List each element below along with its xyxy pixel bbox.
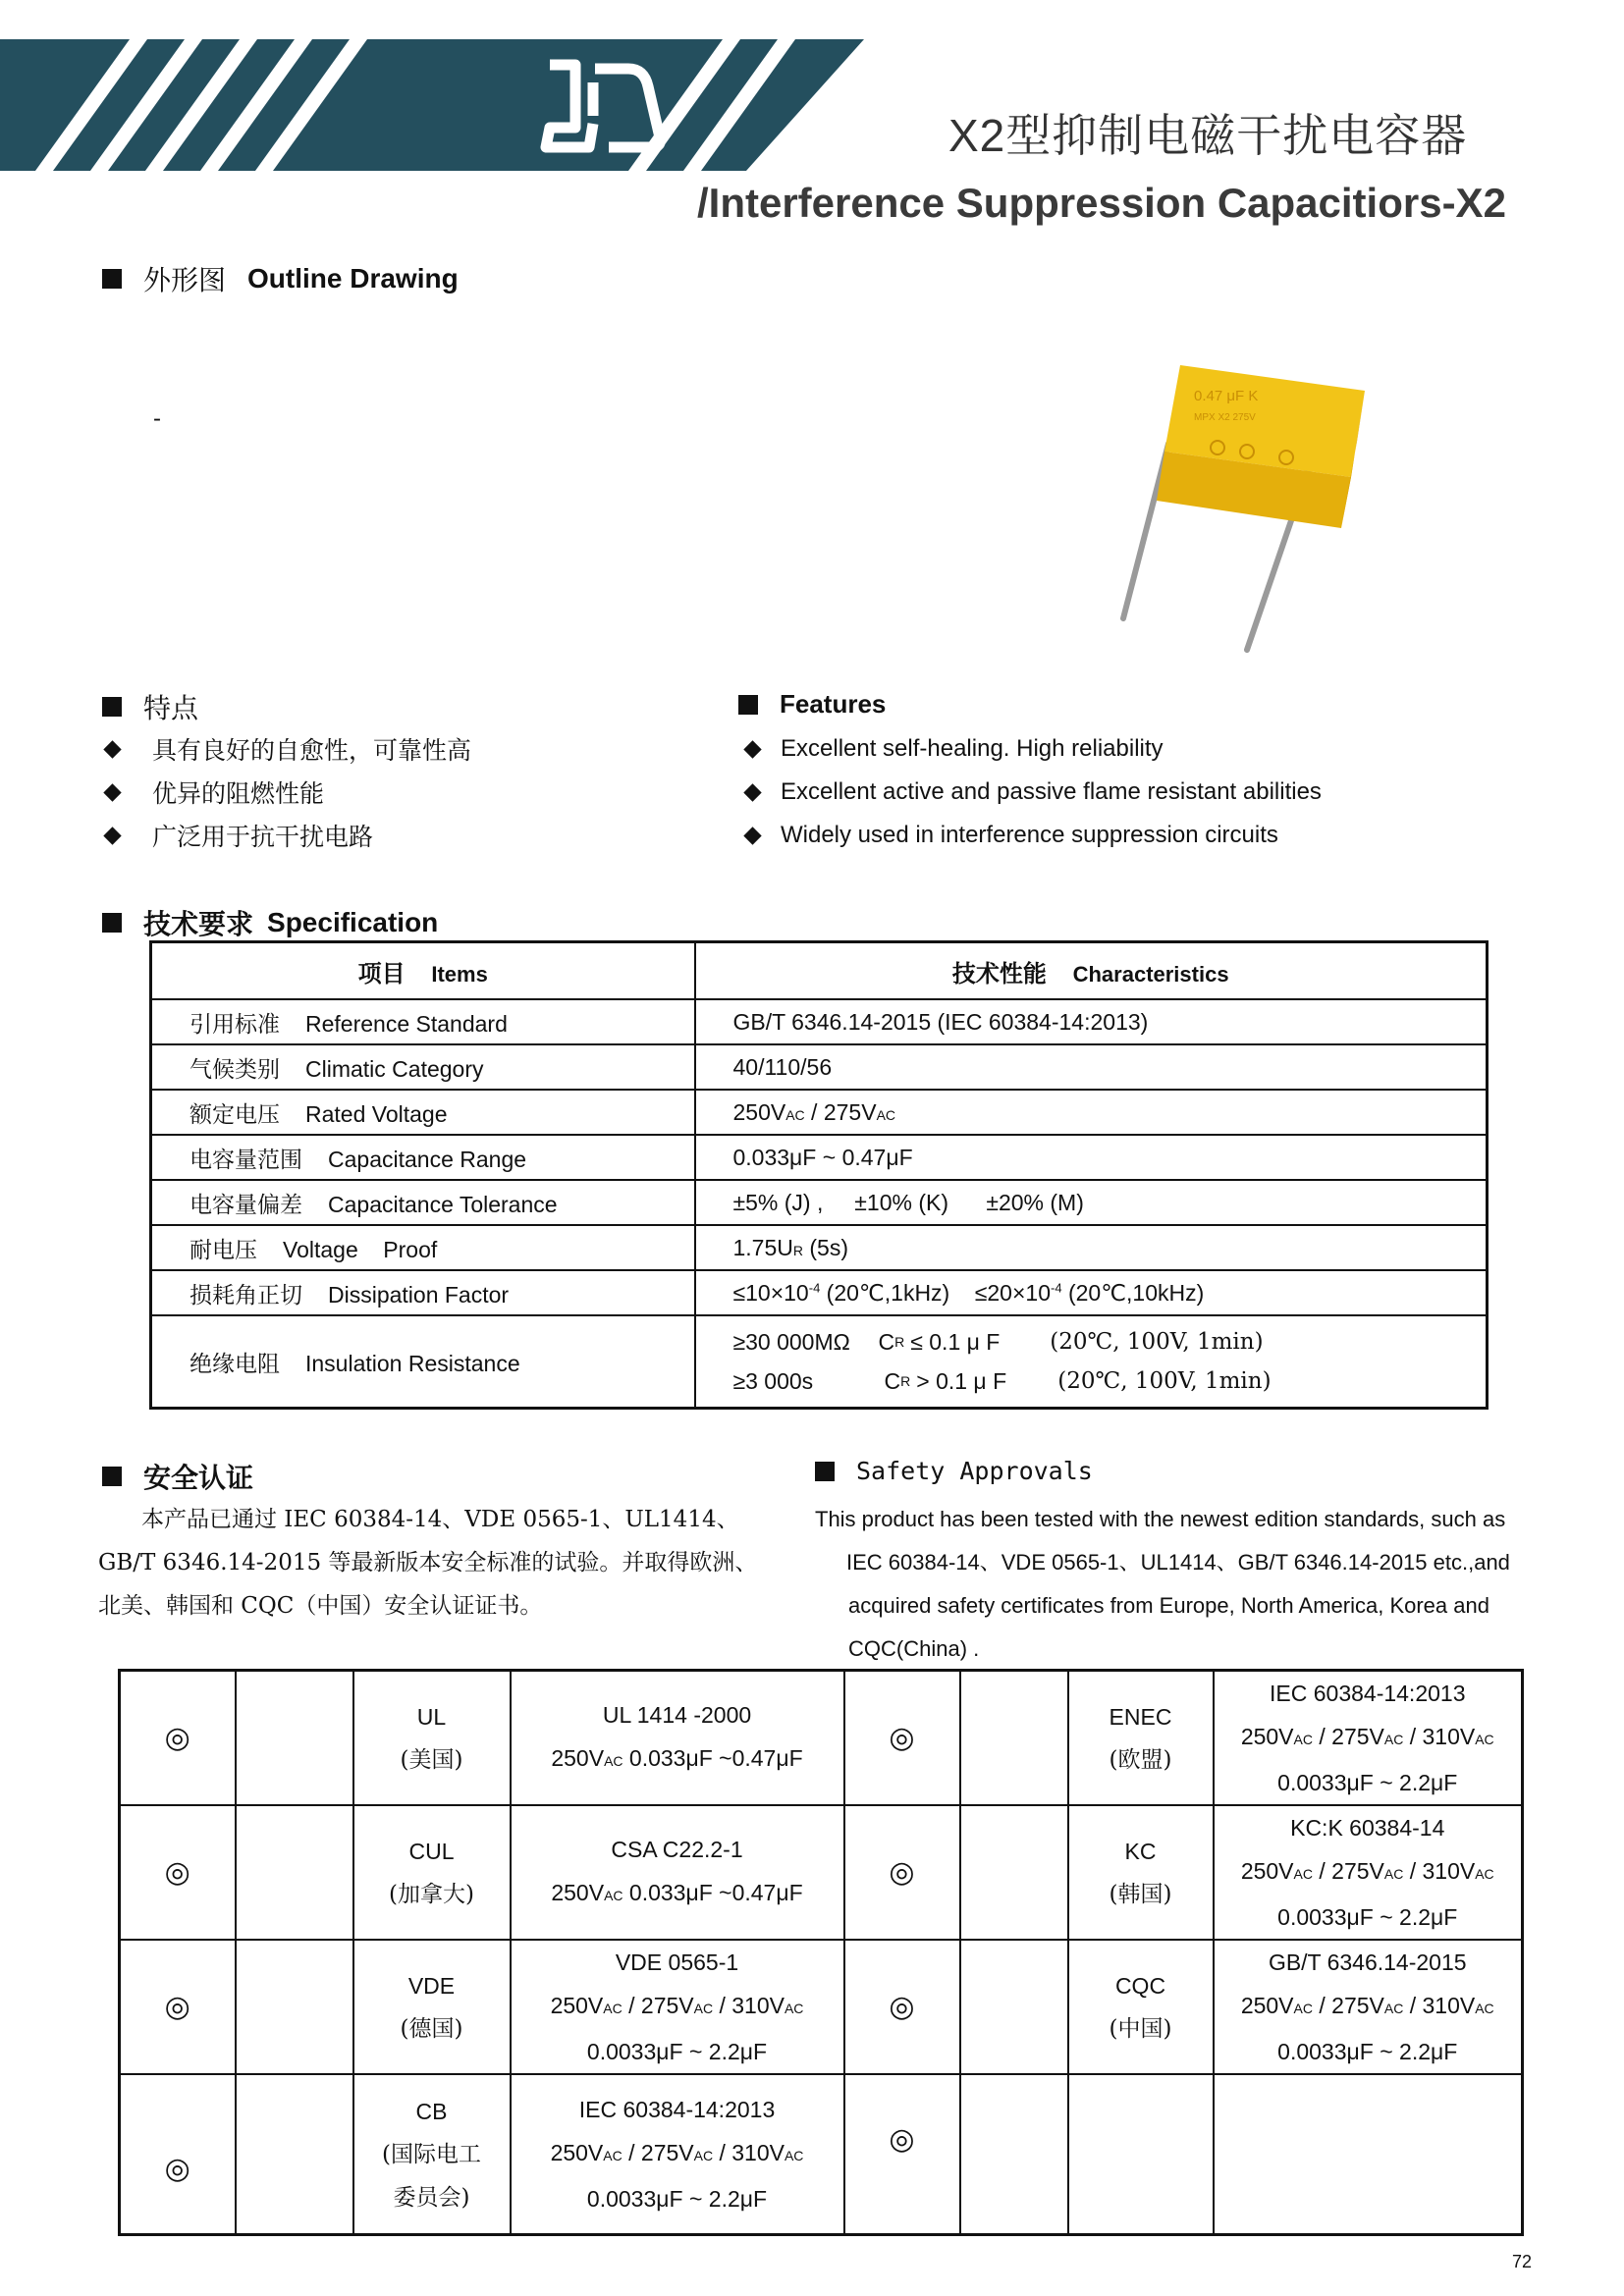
square-bullet-icon xyxy=(102,269,122,289)
features-cn-list xyxy=(102,727,471,857)
cert-spec-cell: UL 1414 -2000 250VAC 0.033μF ~0.47μF xyxy=(511,1671,844,1806)
page-number: 72 xyxy=(1512,2252,1533,2271)
cert-name-cell: CUL (加拿大) xyxy=(353,1805,511,1940)
page-title-en: /Interference Suppression Capacitiors-X2 xyxy=(697,180,1506,226)
cert-name-cell: CB (国际电工 委员会) xyxy=(353,2074,511,2235)
value-cell: 40/110/56 xyxy=(695,1044,1488,1090)
insulation-line-2: ≥3 000s C R > 0.1 μ F (20℃, 100V, 1min) xyxy=(732,1367,1272,1394)
approval-mark-icon: ◎ xyxy=(844,1671,960,1806)
table-row xyxy=(151,1135,1488,1180)
diamond-bullet-icon xyxy=(743,740,761,758)
value-cell: GB/T 6346.14-2015 (IEC 60384-14:2013) xyxy=(695,999,1488,1044)
yellow-box-capacitor-icon xyxy=(1100,355,1384,660)
cert-name-cell: CQC (中国) xyxy=(1068,1940,1214,2074)
cert-spec-cell: IEC 60384-14:2013 250VAC / 275VAC / 310VAC 0.0033μF ~ 2.2μF xyxy=(511,2074,844,2235)
spec-heading xyxy=(102,903,438,942)
insulation-line-1: ≥30 000MΩ C R ≤ 0.1 μ F (20℃, 100V, 1min) xyxy=(732,1328,1264,1355)
approval-mark-icon: ◎ xyxy=(120,1805,236,1940)
square-bullet-icon xyxy=(102,1467,122,1486)
safety-en-heading: Safety Approvals xyxy=(815,1457,1093,1485)
square-bullet-icon xyxy=(738,695,758,715)
cert-spec-cell: KC:K 60384-14 250VAC / 275VAC / 310VAC 0.0033μF ~ 2.2μF xyxy=(1214,1805,1523,1940)
cert-spec-cell: IEC 60384-14:2013 250VAC / 275VAC / 310VAC 0.0033μF ~ 2.2μF xyxy=(1214,1671,1523,1806)
item-cell: 损耗角正切 Dissipation Factor xyxy=(151,1270,695,1315)
table-row xyxy=(151,1180,1488,1225)
table-row xyxy=(151,1090,1488,1135)
diamond-bullet-icon xyxy=(103,740,121,758)
diamond-bullet-icon xyxy=(743,783,761,801)
cert-name-cell: KC (韩国) xyxy=(1068,1805,1214,1940)
features-en-list xyxy=(742,727,1322,857)
logo-cell xyxy=(960,2074,1068,2235)
list-item: 优异的阻燃性能 xyxy=(102,771,471,814)
cert-name-cell: UL (美国) xyxy=(353,1671,511,1806)
cert-spec-cell xyxy=(1214,2074,1523,2235)
value-cell: 250VAC / 275VAC xyxy=(695,1090,1488,1135)
logo-cell xyxy=(236,1940,353,2074)
table-row xyxy=(151,1044,1488,1090)
table-row xyxy=(151,1270,1488,1315)
value-cell: 1.75UR (5s) xyxy=(695,1225,1488,1270)
approval-mark-icon: ◎ xyxy=(844,1940,960,2074)
table-row xyxy=(120,2074,1523,2235)
logo-cell xyxy=(960,1805,1068,1940)
item-cell: 电容量偏差 Capacitance Tolerance xyxy=(151,1180,695,1225)
list-item: 广泛用于抗干扰电路 xyxy=(102,814,471,857)
square-bullet-icon xyxy=(102,697,122,717)
cert-spec-cell: GB/T 6346.14-2015 250VAC / 275VAC / 310VAC 0.0033μF ~ 2.2μF xyxy=(1214,1940,1523,2074)
table-header-row xyxy=(151,942,1488,1000)
page-title-cn: X2型抑制电磁干扰电容器 xyxy=(948,110,1468,161)
list-item: Excellent self-healing. High reliability xyxy=(742,727,1322,771)
list-item: 具有良好的自愈性，可靠性高 xyxy=(102,727,471,771)
approval-mark-icon: ◎ xyxy=(844,2074,960,2235)
approval-mark-icon: ◎ xyxy=(120,1671,236,1806)
item-cell: 电容量范围 Capacitance Range xyxy=(151,1135,695,1180)
svg-text:MPX X2 275V: MPX X2 275V xyxy=(1194,412,1256,423)
square-bullet-icon xyxy=(102,913,122,933)
outline-heading xyxy=(102,259,459,298)
spec-table xyxy=(149,940,1489,1410)
outline-heading-cn: 外形图 xyxy=(143,265,227,295)
value-cell: 0.033μF ~ 0.47μF xyxy=(695,1135,1488,1180)
table-row xyxy=(151,1315,1488,1409)
outline-heading-en: Outline Drawing xyxy=(247,263,459,294)
logo-cell xyxy=(236,2074,353,2235)
list-item: Excellent active and passive flame resistant abilities xyxy=(742,771,1322,814)
table-row xyxy=(151,999,1488,1044)
value-cell: ±5% (J) , ±10% (K) ±20% (M) xyxy=(695,1180,1488,1225)
table-row xyxy=(120,1805,1523,1940)
cert-spec-cell: CSA C22.2-1 250VAC 0.033μF ~0.47μF xyxy=(511,1805,844,1940)
safety-en-paragraph: This product has been tested with the newest edition standards, such as IEC 60384-14、VDE 0565-1、UL1414、GB/T 6346.14-2015 etc.,and acquired safety certificates from Europe, North America, Korea and CQC(China) . xyxy=(815,1507,1510,1661)
approval-mark-icon: ◎ xyxy=(120,2074,236,2235)
table-row xyxy=(120,1940,1523,2074)
safety-cn-paragraph: 本产品已通过 IEC 60384-14、VDE 0565-1、UL1414、 GB/T 6346.14-2015 等最新版本安全标准的试验。并取得欧洲、 北美、韩国和 CQC（中国）安全认证证书。 xyxy=(98,1507,758,1619)
diamond-bullet-icon xyxy=(103,783,121,801)
list-item: Widely used in interference suppression circuits xyxy=(742,814,1322,857)
spec-heading-cn: 技术要求 xyxy=(143,909,254,939)
features-en-heading-text: Features xyxy=(780,689,887,719)
svg-text:0.47 μF K: 0.47 μF K xyxy=(1194,388,1259,404)
item-cell: 耐电压 Voltage Proof xyxy=(151,1225,695,1270)
header-banner xyxy=(0,39,864,171)
item-cell: 绝缘电阻 Insulation Resistance xyxy=(151,1315,695,1409)
col-header-items: 项目 Items xyxy=(151,942,695,1000)
value-cell xyxy=(695,1315,1488,1409)
features-cn-heading-text: 特点 xyxy=(143,693,199,723)
item-cell: 气候类别 Climatic Category xyxy=(151,1044,695,1090)
logo-cell xyxy=(960,1940,1068,2074)
features-cn-heading xyxy=(102,687,198,726)
cert-name-cell xyxy=(1068,2074,1214,2235)
diamond-bullet-icon xyxy=(103,827,121,844)
features-en-heading xyxy=(738,689,886,720)
square-bullet-icon xyxy=(815,1462,835,1481)
diamond-bullet-icon xyxy=(743,827,761,844)
table-row xyxy=(120,1671,1523,1806)
safety-cn-heading: 安全认证 xyxy=(102,1457,253,1496)
col-header-characteristics: 技术性能 Characteristics xyxy=(695,942,1488,1000)
item-cell: 额定电压 Rated Voltage xyxy=(151,1090,695,1135)
logo-cell xyxy=(236,1671,353,1806)
cert-name-cell: ENEC (欧盟) xyxy=(1068,1671,1214,1806)
cert-name-cell: VDE (德国) xyxy=(353,1940,511,2074)
logo-cell xyxy=(960,1671,1068,1806)
stray-mark: - xyxy=(153,405,161,432)
item-cell: 引用标准 Reference Standard xyxy=(151,999,695,1044)
logo-cell xyxy=(236,1805,353,1940)
cert-spec-cell: VDE 0565-1 250VAC / 275VAC / 310VAC 0.0033μF ~ 2.2μF xyxy=(511,1940,844,2074)
value-cell: $\le 10\times 10^{-4}$ (20℃,1kHz) $\le 20\times 10^{-4}$ (20℃,10kHz) xyxy=(695,1270,1488,1315)
approvals-table xyxy=(118,1669,1524,2236)
spec-heading-en: Specification xyxy=(267,907,439,937)
approval-mark-icon: ◎ xyxy=(120,1940,236,2074)
approval-mark-icon: ◎ xyxy=(844,1805,960,1940)
table-row xyxy=(151,1225,1488,1270)
